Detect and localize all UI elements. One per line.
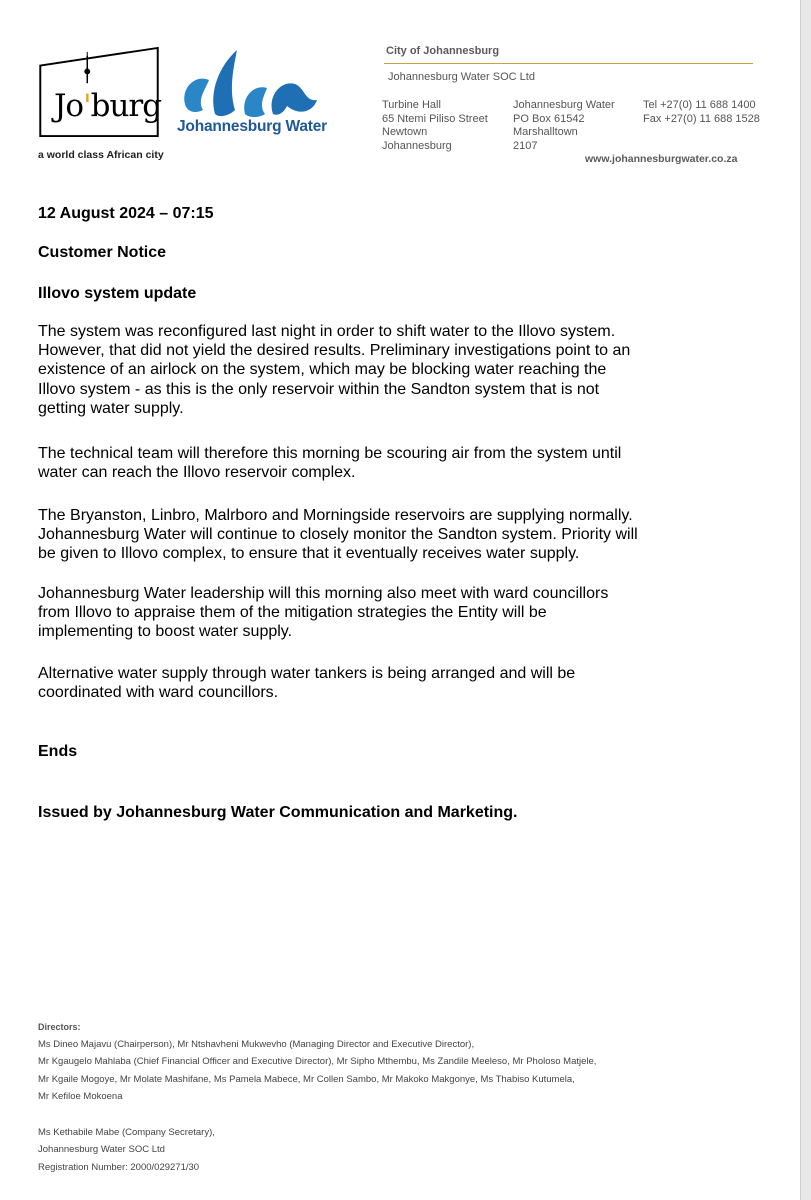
paragraph-line: getting water supply. — [38, 399, 184, 417]
postal-line: Marshalltown — [513, 126, 578, 139]
postal-line: Johannesburg Water — [513, 99, 615, 111]
paragraph-line: The technical team will therefore this morning be scouring air from the system until — [38, 445, 622, 462]
paragraph-line: Johannesburg Water will continue to closely monitor the Sandton system. Priority will — [38, 526, 638, 544]
joburg-wordmark: Jo'burg — [54, 88, 162, 124]
paragraph-3 — [38, 506, 718, 564]
letterhead-address — [382, 99, 488, 153]
tel-number: Tel +27(0) 11 688 1400 — [643, 99, 756, 111]
letterhead-company: Johannesburg Water SOC Ltd — [388, 71, 535, 83]
address-line: Turbine Hall — [382, 99, 441, 111]
postal-line: PO Box 61542 — [513, 112, 585, 125]
paragraph-line: be given to Illovo complex, to ensure that it eventually receives water supply. — [38, 545, 580, 563]
notice-ends: Ends — [38, 743, 78, 760]
address-line: Newtown — [382, 126, 428, 139]
paragraph-line: The Bryanston, Linbro, Malrboro and Morningside reservoirs are supplying normally. — [38, 507, 633, 524]
johannesburg-water-logo-text: Johannesburg Water — [177, 118, 327, 135]
directors-heading: Directors: — [38, 1022, 81, 1032]
paragraph-line: Johannesburg Water leadership will this morning also meet with ward councillors — [38, 585, 609, 602]
fax-number: Fax +27(0) 11 688 1528 — [643, 112, 760, 125]
notice-title: Customer Notice — [38, 244, 167, 261]
page-edge — [800, 0, 811, 1200]
paragraph-5 — [38, 664, 718, 702]
notice-subject: Illovo system update — [38, 285, 197, 302]
postal-line: 2107 — [513, 139, 538, 152]
paragraph-line: However, that did not yield the desired results. Preliminary investigations point to an — [38, 342, 631, 360]
directors-line: Mr Kgaugelo Mahlaba (Chief Financial Officer and Executive Director), Mr Sipho Mthembu, Ms Zandile Meeleso, Mr Pholoso Matjele, — [38, 1056, 597, 1068]
directors-list — [38, 1036, 596, 1106]
paragraph-line: from Illovo to appraise them of the mitigation strategies the Entity will be — [38, 604, 547, 622]
joburg-logo — [38, 46, 162, 140]
paragraph-2 — [38, 444, 718, 482]
directors-line: Ms Dineo Majavu (Chairperson), Mr Ntshavheni Mukwevho (Managing Director and Executive Director), — [38, 1039, 475, 1050]
paragraph-line: The system was reconfigured last night in order to shift water to the Illovo system. — [38, 323, 616, 340]
address-line: Johannesburg — [382, 139, 452, 152]
paragraph-line: implementing to boost water supply. — [38, 623, 293, 641]
directors-line: Mr Kgaile Mogoye, Mr Molate Mashifane, Ms Pamela Mabece, Mr Collen Sambo, Mr Makoko Makgonye, Ms Thabiso Kutumela, — [38, 1073, 575, 1085]
issued-by: Issued by Johannesburg Water Communication and Marketing. — [38, 804, 518, 821]
secretary-line: Johannesburg Water SOC Ltd — [38, 1144, 165, 1156]
directors-line: Mr Kefiloe Mokoena — [38, 1091, 123, 1103]
paragraph-4 — [38, 584, 718, 642]
letterhead-city: City of Johannesburg — [386, 45, 500, 57]
letterhead-divider — [384, 63, 753, 64]
address-line: 65 Ntemi Piliso Street — [382, 112, 488, 125]
paragraph-line: coordinated with ward councillors. — [38, 684, 279, 702]
website-link[interactable]: www.johannesburgwater.co.za — [585, 153, 738, 165]
paragraph-line: Alternative water supply through water tankers is being arranged and will be — [38, 665, 576, 682]
notice-datetime: 12 August 2024 – 07:15 — [38, 205, 214, 222]
paragraph-line: Illovo system - as this is the only reservoir within the Sandton system that is not — [38, 380, 600, 398]
paragraph-1 — [38, 322, 718, 418]
joburg-tagline: a world class African city — [38, 149, 164, 161]
paragraph-line: water can reach the Illovo reservoir complex. — [38, 464, 356, 482]
secretary-line: Ms Kethabile Mabe (Company Secretary), — [38, 1127, 215, 1138]
letterhead-postal — [513, 99, 615, 153]
company-secretary-block — [38, 1124, 215, 1176]
paragraph-line: existence of an airlock on the system, which may be blocking water reaching the — [38, 361, 607, 379]
registration-number: Registration Number: 2000/029271/30 — [38, 1161, 200, 1173]
letterhead-contact — [643, 99, 760, 126]
